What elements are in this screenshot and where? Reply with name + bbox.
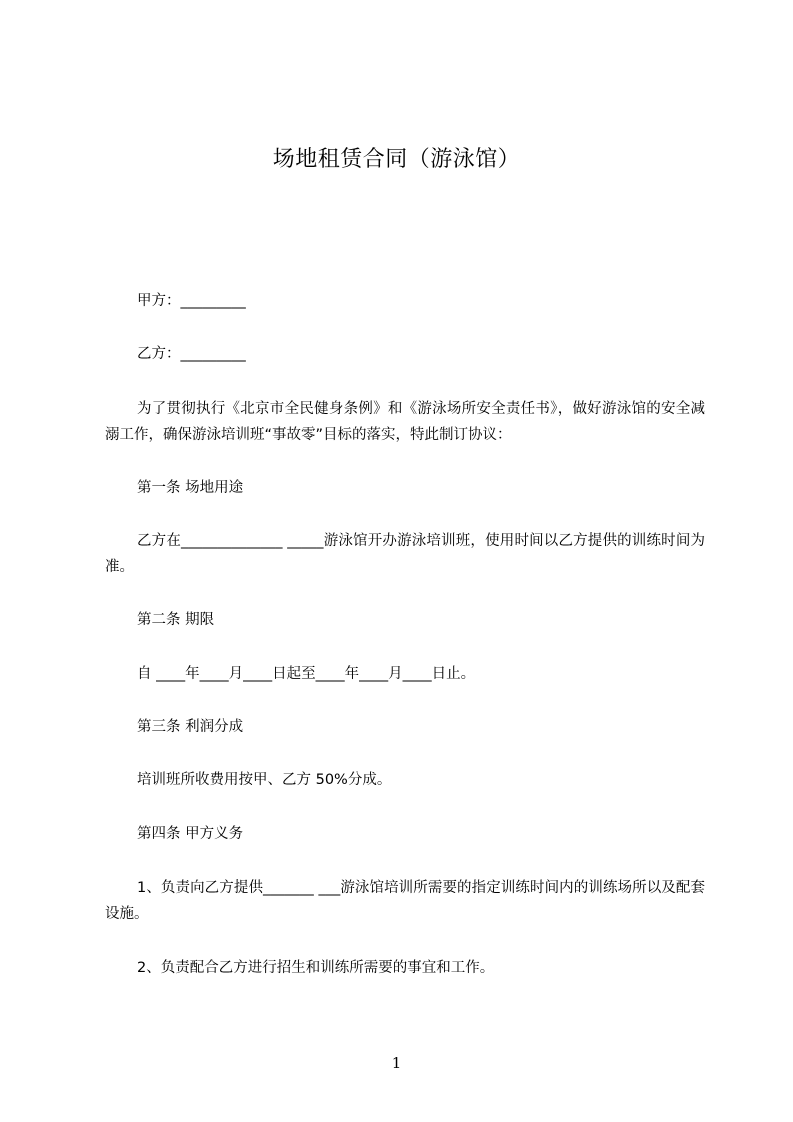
article-3-body: 培训班所收费用按甲、乙方 50%分成。 (137, 772, 392, 788)
preamble-paragraph: 为了贯彻执行《北京市全民健身条例》和《游泳场所安全责任书》，做好游泳馆的安全减溺工作，确保游泳培训班“事故零”目标的落实，特此制订协议： (105, 401, 705, 443)
article-2-body: 自 ____年____月____日起至____年____月____日止。 (137, 666, 476, 682)
article-1-heading: 第一条 场地用途 (137, 480, 244, 496)
article-3-heading: 第三条 利润分成 (137, 719, 244, 735)
article-4-item-2: 2、负责配合乙方进行招生和训练所需要的事宜和工作。 (137, 960, 495, 976)
party-b-line: 乙方：_________ (137, 346, 246, 362)
article-1-body: 乙方在______________ _____游泳馆开办游泳培训班，使用时间以乙方提供的训练时间为准。 (105, 533, 705, 575)
article-2-heading: 第二条 期限 (137, 612, 215, 628)
page-number: 1 (391, 1054, 402, 1072)
document-title: 场地租赁合同（游泳馆） (272, 147, 521, 172)
article-4-item-1: 1、负责向乙方提供_______ ___游泳馆培训所需要的指定训练时间内的训练场所以及配套设施。 (105, 880, 705, 922)
party-a-line: 甲方：_________ (137, 293, 246, 309)
article-4-heading: 第四条 甲方义务 (137, 826, 244, 842)
